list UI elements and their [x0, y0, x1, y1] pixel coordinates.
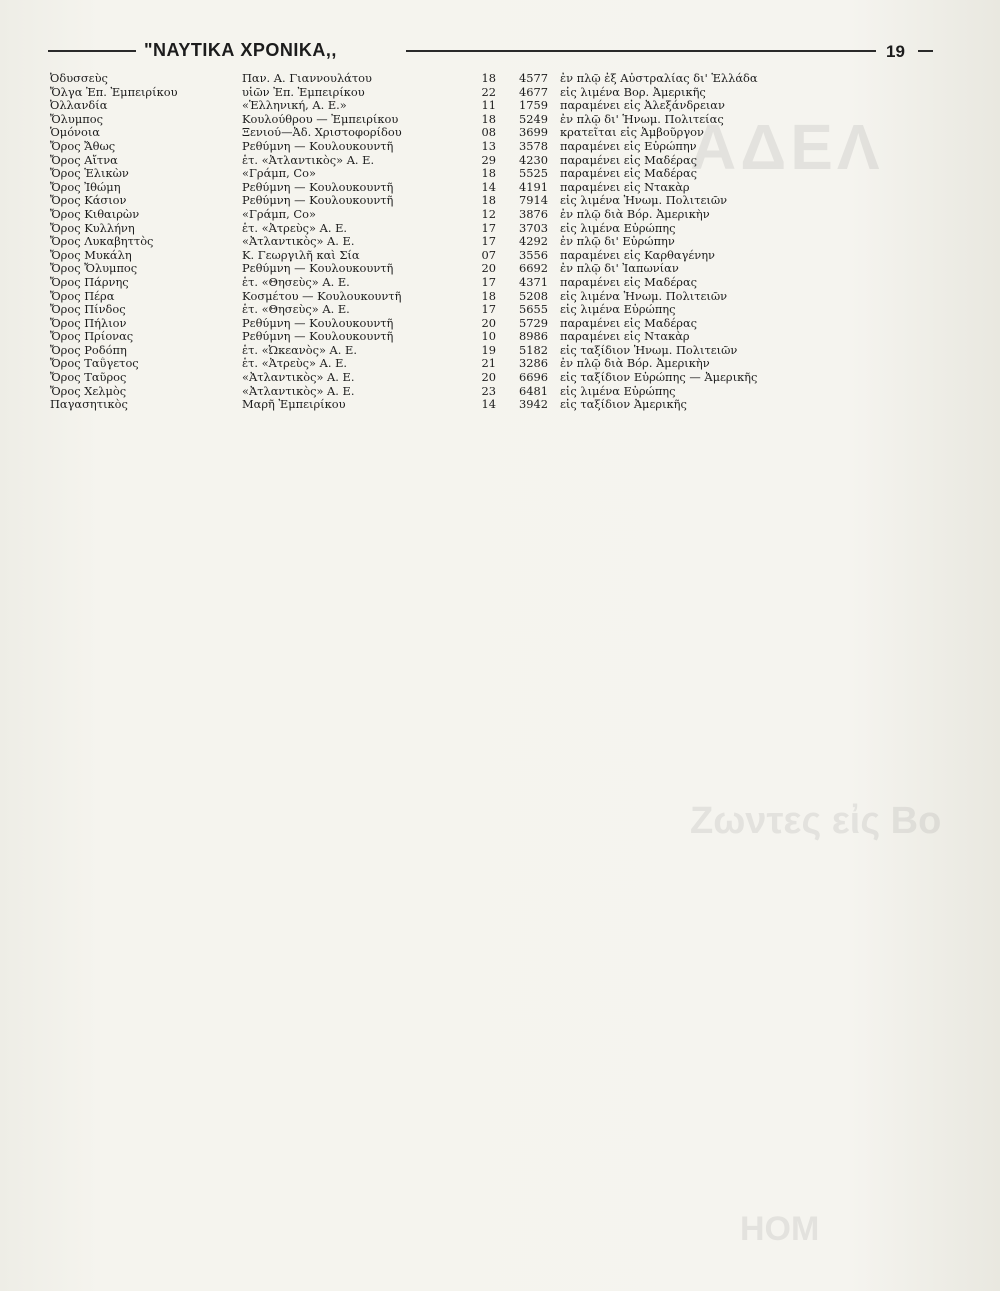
ship-name: Ὄρος Μυκάλη [50, 248, 132, 262]
ship-owner: Ρεθύμνη — Κουλουκουντῆ [242, 316, 394, 330]
ship-row [50, 262, 910, 276]
ship-tonnage: 3942 [519, 398, 548, 412]
ship-tonnage: 3578 [519, 139, 548, 153]
ship-number: 13 [481, 139, 496, 153]
ship-name: Ὄλυμπος [50, 112, 103, 126]
ship-number: 19 [481, 343, 496, 357]
header-rule [48, 50, 136, 52]
ship-status: ἐν πλῷ διὰ Βόρ. Ἀμερικὴν [560, 357, 710, 371]
ship-number: 10 [481, 330, 496, 344]
ship-owner: ἑτ. «Ἀτρεὺς» Α. Ε. [242, 221, 348, 235]
ship-status: παραμένει εἰς Καρθαγένην [560, 248, 715, 262]
ship-tonnage: 8986 [519, 330, 548, 344]
ship-row [50, 181, 910, 195]
ship-tonnage: 4677 [519, 85, 548, 99]
ship-owner: Ρεθύμνη — Κουλουκουντῆ [242, 180, 394, 194]
ship-tonnage: 5182 [519, 343, 548, 357]
ship-number: 08 [481, 126, 496, 140]
ship-number: 14 [481, 180, 496, 194]
ship-tonnage: 5525 [519, 167, 548, 181]
ship-number: 18 [481, 194, 496, 208]
ship-status: ἐν πλῷ διὰ Βόρ. Ἀμερικὴν [560, 207, 710, 221]
ship-row [50, 222, 910, 236]
ship-tonnage: 4292 [519, 235, 548, 249]
ship-row [50, 167, 910, 181]
ship-status: εἰς ταξίδιον Ἀμερικῆς [560, 398, 687, 412]
ship-status: παραμένει εἰς Ντακὰρ [560, 330, 690, 344]
ship-name: Ὄρος Ἄθως [50, 139, 116, 153]
ship-status: εἰς λιμένα Εὐρώπης [560, 221, 676, 235]
ship-row [50, 208, 910, 222]
ship-tonnage: 4230 [519, 153, 548, 167]
ship-owner: Κουλούθρου — Ἐμπειρίκου [242, 112, 399, 126]
ship-status: εἰς λιμένα Εὐρώπης [560, 384, 676, 398]
show-through-text: Ζωντες εἰς Βο [690, 800, 942, 842]
ship-name: Ὄρος Πρίονας [50, 330, 134, 344]
ship-tonnage: 6692 [519, 262, 548, 276]
ship-status: παραμένει εἰς Εὐρώπην [560, 139, 697, 153]
ship-number: 17 [481, 221, 496, 235]
show-through-text: ΑΔΕΛ [690, 111, 884, 183]
ship-tonnage: 5655 [519, 303, 548, 317]
ship-number: 18 [481, 72, 496, 85]
ship-number: 17 [481, 275, 496, 289]
ship-number: 12 [481, 207, 496, 221]
ship-status: ἐν πλῷ δι' Εὐρώπην [560, 235, 675, 249]
ship-name: Ὄρος Χελμὸς [50, 384, 127, 398]
ship-tonnage: 6696 [519, 371, 548, 385]
ship-name: Ὀδυσσεὺς [50, 72, 108, 85]
ship-owner: ἑτ. «Ἀτρεὺς» Α. Ε. [242, 357, 348, 371]
ship-owner: ἑτ. «Θησεὺς» Α. Ε. [242, 303, 350, 317]
ship-number: 17 [481, 235, 496, 249]
ship-number: 14 [481, 398, 496, 412]
ship-status: παραμένει εἰς Μαδέρας [560, 153, 698, 167]
ship-owner: «Ἀτλαντικὸς» Α. Ε. [242, 235, 355, 249]
ship-number: 29 [481, 153, 496, 167]
ship-name: Ὄρος Λυκαβηττὸς [50, 235, 154, 249]
ship-name: Ὁμόνοια [50, 126, 100, 140]
ship-row [50, 249, 910, 263]
ship-owner: ἑτ. «Θησεὺς» Α. Ε. [242, 275, 350, 289]
ship-owner: Ρεθύμνη — Κουλουκουντῆ [242, 330, 394, 344]
ship-name: Ὄρος Πίνδος [50, 303, 126, 317]
ship-tonnage: 3286 [519, 357, 548, 371]
ship-tonnage: 1759 [519, 99, 548, 113]
ship-number: 18 [481, 112, 496, 126]
ship-status: εἰς ταξίδιον Εὐρώπης — Ἀμερικῆς [560, 371, 758, 385]
ship-owner: «Ἑλληνική, Α. Ε.» [242, 99, 347, 113]
ship-number: 21 [481, 357, 496, 371]
ship-status: κρατεῖται εἰς Ἀμβοῦργον [560, 126, 704, 140]
ship-name: Ὄρος Κυλλήνη [50, 221, 135, 235]
ship-tonnage: 4371 [519, 275, 548, 289]
ship-owner: Ρεθύμνη — Κουλουκουντῆ [242, 139, 394, 153]
ship-owner: «Γράμπ, Co» [242, 167, 316, 181]
ship-row [50, 99, 910, 113]
ship-tonnage: 5729 [519, 316, 548, 330]
ship-name: Παγασητικὸς [50, 398, 128, 412]
ship-number: 18 [481, 167, 496, 181]
page-header [48, 40, 933, 64]
ship-row [50, 154, 910, 168]
ship-name: Ὀλλανδία [50, 99, 108, 113]
ship-owner: Μαρῆ Ἐμπειρίκου [242, 398, 346, 412]
page-number: 19 [886, 42, 905, 61]
ship-owner: Ξενιού—Ἀδ. Χριστοφορίδου [242, 126, 402, 140]
ship-tonnage: 7914 [519, 194, 548, 208]
show-through-text: ΗΟΜ [740, 1210, 820, 1248]
ship-row [50, 276, 910, 290]
ship-tonnage: 3876 [519, 207, 548, 221]
ship-owner: Ρεθύμνη — Κουλουκουντῆ [242, 262, 394, 276]
ship-status: εἰς λιμένα Ἡνωμ. Πολιτειῶν [560, 289, 728, 303]
ship-owner: Παν. Α. Γιαννουλάτου [242, 72, 372, 85]
ship-name: Ὄρος Αἴτνα [50, 153, 118, 167]
ship-name: Ὄρος Κάσιον [50, 194, 127, 208]
ship-tonnage: 3556 [519, 248, 548, 262]
ship-owner: «Γράμπ, Co» [242, 207, 316, 221]
ship-name: Ὄρος Ὄλυμπος [50, 262, 138, 276]
ship-owner: «Ἀτλαντικὸς» Α. Ε. [242, 371, 355, 385]
ship-owner: ἑτ. «Ὠκεανὸς» Α. Ε. [242, 343, 357, 357]
ship-owner: «Ἀτλαντικὸς» Α. Ε. [242, 384, 355, 398]
ship-row [50, 357, 910, 371]
ship-row [50, 371, 910, 385]
ship-status: παραμένει εἰς Ἀλεξάνδρειαν [560, 99, 725, 113]
ship-row [50, 86, 910, 100]
ship-status: παραμένει εἰς Μαδέρας [560, 167, 698, 181]
ship-name: Ὄρος Ἰθώμη [50, 180, 121, 194]
ship-number: 11 [481, 99, 496, 113]
ship-tonnage: 6481 [519, 384, 548, 398]
ship-name: Ὄρος Πήλιον [50, 316, 127, 330]
ship-name: Ὄρος Ταῦρος [50, 371, 127, 385]
ship-name: Ὄλγα Ἐπ. Ἐμπειρίκου [50, 85, 178, 99]
ship-tonnage: 5249 [519, 112, 548, 126]
ship-number: 20 [481, 262, 496, 276]
ship-tonnage: 3703 [519, 221, 548, 235]
ship-row [50, 140, 910, 154]
ship-owner: Ρεθύμνη — Κουλουκουντῆ [242, 194, 394, 208]
ship-name: Ὄρος Κιθαιρὼν [50, 207, 140, 221]
ship-status: εἰς λιμένα Ἡνωμ. Πολιτειῶν [560, 194, 728, 208]
ship-status: ἐν πλῷ ἐξ Αὐστραλίας δι' Ἑλλάδα [560, 72, 758, 85]
ship-row [50, 385, 910, 399]
ship-number: 17 [481, 303, 496, 317]
ship-row [50, 72, 910, 86]
ship-status: παραμένει εἰς Ντακὰρ [560, 180, 690, 194]
ship-name: Ὄρος Πέρα [50, 289, 115, 303]
ship-row [50, 290, 910, 304]
ship-status: παραμένει εἰς Μαδέρας [560, 275, 698, 289]
masthead: "ΝΑΥΤΙΚΑ ΧΡΟΝΙΚΑ,, [144, 40, 337, 60]
ship-number: 20 [481, 316, 496, 330]
ship-owner: Κ. Γεωργιλῆ καὶ Σία [242, 248, 360, 262]
ship-number: 18 [481, 289, 496, 303]
ship-number: 22 [481, 85, 496, 99]
ship-name: Ὄρος Ἑλικὼν [50, 167, 129, 181]
header-rule [406, 50, 876, 52]
ship-owner: Κοσμέτου — Κουλουκουντῆ [242, 289, 402, 303]
ship-list [50, 72, 910, 412]
ship-row [50, 235, 910, 249]
ship-owner: υἱῶν Ἐπ. Ἐμπειρίκου [242, 85, 365, 99]
ship-row [50, 398, 910, 412]
ship-status: ἐν πλῷ δι' Ἡνωμ. Πολιτείας [560, 112, 724, 126]
ship-tonnage: 4577 [519, 72, 548, 85]
header-rule [918, 50, 933, 52]
ship-status: εἰς ταξίδιον Ἡνωμ. Πολιτειῶν [560, 343, 738, 357]
ship-tonnage: 4191 [519, 180, 548, 194]
ship-status: εἰς λιμένα Βορ. Ἀμερικῆς [560, 85, 706, 99]
ship-row [50, 330, 910, 344]
ship-row [50, 344, 910, 358]
ship-row [50, 194, 910, 208]
ship-number: 20 [481, 371, 496, 385]
ship-tonnage: 5208 [519, 289, 548, 303]
ship-number: 23 [481, 384, 496, 398]
ship-name: Ὄρος Ροδόπη [50, 343, 127, 357]
ship-row [50, 317, 910, 331]
ship-tonnage: 3699 [519, 126, 548, 140]
ship-row [50, 126, 910, 140]
ship-status: παραμένει εἰς Μαδέρας [560, 316, 698, 330]
ship-row [50, 303, 910, 317]
ship-name: Ὄρος Πάρνης [50, 275, 129, 289]
ship-name: Ὄρος Ταΰγετος [50, 357, 139, 371]
ship-status: εἰς λιμένα Εὐρώπης [560, 303, 676, 317]
ship-status: ἐν πλῷ δι' Ἰαπωνίαν [560, 262, 679, 276]
ship-owner: ἑτ. «Ἀτλαντικὸς» Α. Ε. [242, 153, 375, 167]
ship-number: 07 [481, 248, 496, 262]
ship-row [50, 113, 910, 127]
